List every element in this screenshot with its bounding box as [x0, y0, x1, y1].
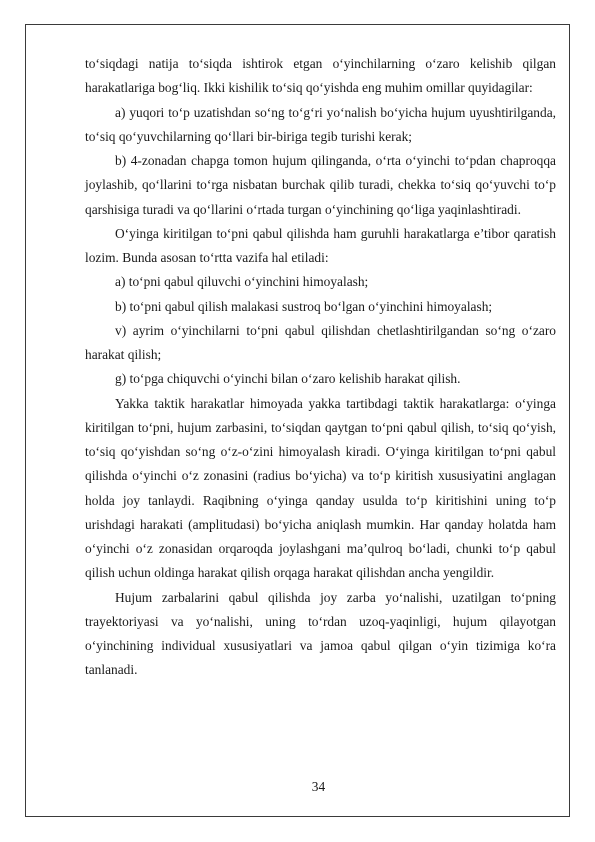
list-item: b) to‘pni qabul qilish malakasi sustroq bo‘lgan o‘yinchini himoyalash; — [115, 298, 493, 314]
list-item: a) to‘pni qabul qiluvchi o‘yinchini himoyalash; — [115, 274, 369, 290]
paragraph: a) yuqori to‘p uzatishdan so‘ng to‘g‘ri yo‘nalish bo‘yicha hujum uyushtirilganda, to‘siq qo‘yuvchilarning qo‘llari bir-biriga tegib turishi kerak; — [85, 104, 556, 144]
list-item: g) to‘pga chiquvchi o‘yinchi bilan o‘zaro kelishib harakat qilish. — [115, 371, 461, 387]
paragraph: Hujum zarbalarini qabul qilishda joy zarba yo‘nalishi, uzatilgan to‘pning trayektoriyasi va yo‘nalishi, uning to‘rdan uzoq-yaqinligi, hujum qilayotgan o‘yinchining individual xususiyatlari va jamoa qabul qilgan o‘yin tizimiga ko‘ra tanlanadi. — [85, 589, 556, 678]
paragraph: Yakka taktik harakatlar himoyada yakka tartibdagi taktik harakatlarga: o‘yinga kiritilgan to‘pni, hujum zarbasini, to‘siqdan qaytgan to‘pni qabul qilish, to‘siq qo‘yish, to‘siq qo‘yishdan so‘ng o‘z-o‘zini himoyalash kiradi. O‘yinga kiritilgan to‘pni qabul qilishda o‘yinchi o‘z zonasini (radius bo‘yicha) va to‘p kiritish xususiyatini anglagan holda joy tanlaydi. Raqibning o‘yinga qanday usulda to‘p kiritishini uning to‘p urishdagi harakati (amplitudasi) bo‘yicha aniqlash mumkin. Har qanday holatda ham o‘yinchi o‘z zonasidan orqaroqda joylashgani ma’qulroq bo‘ladi, chunki to‘p qabul qilish uchun oldinga harakat qilish orqaga harakat qilishdan ancha yengildir. — [85, 395, 556, 581]
paragraph: b) 4-zonadan chapga tomon hujum qilinganda, o‘rta o‘yinchi to‘pdan chaproqqa joylashib, qo‘llarini to‘rga nisbatan burchak qilib turadi, chekka to‘siq qo‘yuvchi to‘p qarshisiga turadi va qo‘llarini o‘rtada turgan o‘yinchining qo‘liga yaqinlashtiradi. — [85, 153, 556, 217]
paragraph: to‘siqdagi natija to‘siqda ishtirok etgan o‘yinchilarning o‘zaro kelishib qilgan harakatlariga bog‘liq. Ikki kishilik to‘siq qo‘yishda eng muhim omillar quyidagilar: — [85, 56, 556, 96]
body-text — [85, 52, 556, 683]
list-item: v) ayrim o‘yinchilarni to‘pni qabul qilishdan chetlashtirilgandan so‘ng o‘zaro harakat qilish; — [85, 322, 556, 362]
paragraph: O‘yinga kiritilgan to‘pni qabul qilishda ham guruhli harakatlarga e’tibor qaratish lozim. Bunda asosan to‘rtta vazifa hal etiladi: — [85, 225, 556, 265]
page-number: 34 — [311, 779, 326, 794]
